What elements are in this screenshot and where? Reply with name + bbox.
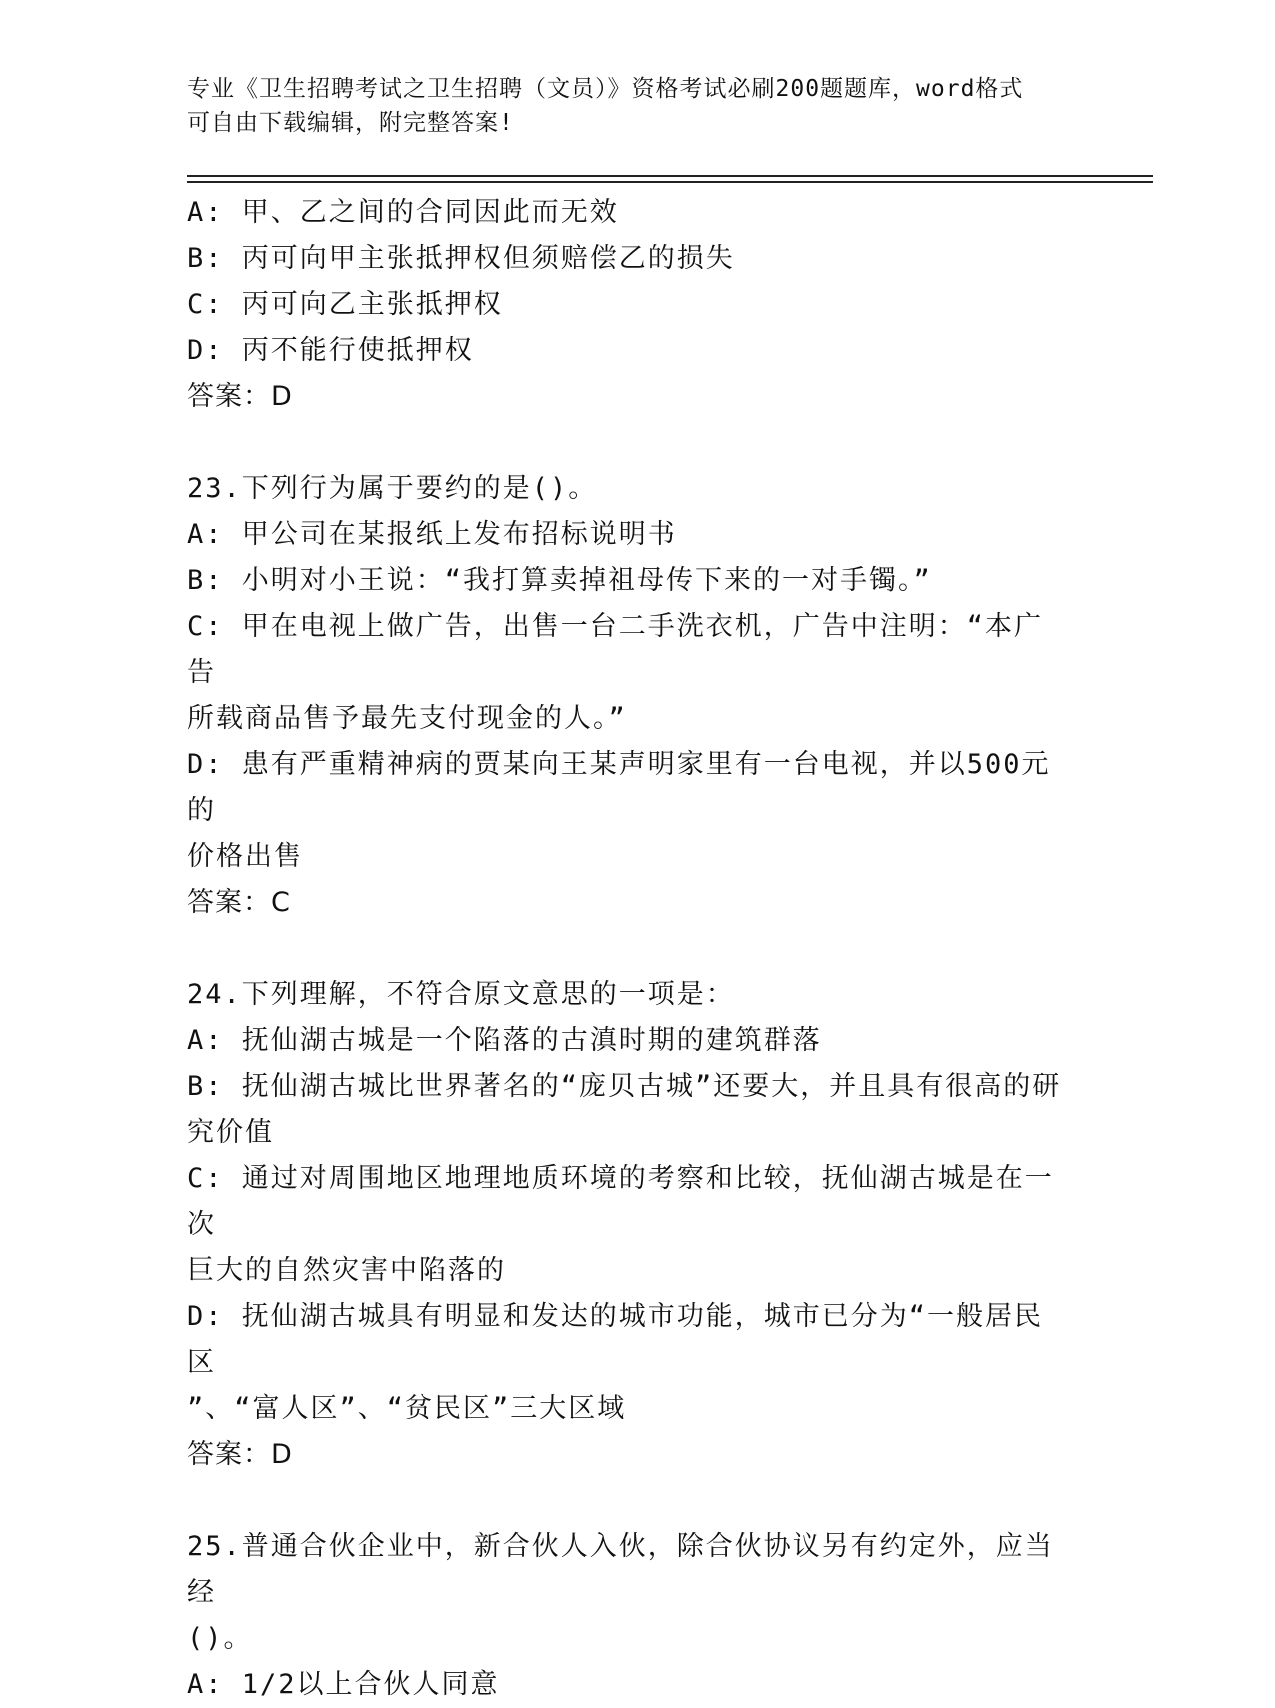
question-23-block [187, 466, 1067, 926]
question-list [187, 190, 1067, 1708]
header-title-line-2: 可自由下载编辑，附完整答案! [187, 110, 514, 136]
q22-option-c: C: 丙可向乙主张抵押权 [187, 289, 503, 320]
q24-option-b-line-1: B: 抚仙湖古城比世界著名的“庞贝古城”还要大，并且具有很高的研 [187, 1071, 1062, 1102]
document-header [187, 72, 1067, 140]
q24-stem: 24.下列理解，不符合原文意思的一项是： [187, 979, 735, 1010]
q25-stem-line-1: 25.普通合伙企业中，新合伙人入伙，除合伙协议另有约定外，应当经 [187, 1531, 1054, 1608]
header-rule-bottom [187, 181, 1153, 183]
q23-option-c-line-1: C: 甲在电视上做广告，出售一台二手洗衣机，广告中注明：“本广告 [187, 611, 1044, 688]
q22-option-d: D: 丙不能行使抵押权 [187, 335, 474, 366]
q24-option-d-line-2: ”、“富人区”、“贫民区”三大区域 [187, 1393, 627, 1424]
q23-answer: 答案：C [187, 887, 291, 918]
q23-option-c-line-2: 所载商品售予最先支付现金的人。” [187, 703, 627, 734]
q24-option-b-line-2: 究价值 [187, 1117, 274, 1148]
q23-option-a: A: 甲公司在某报纸上发布招标说明书 [187, 519, 677, 550]
spacer [187, 1478, 1067, 1524]
q23-option-b: B: 小明对小王说：“我打算卖掉祖母传下来的一对手镯。” [187, 565, 932, 596]
q23-option-d-line-2: 价格出售 [187, 841, 303, 872]
header-rule-top [187, 175, 1153, 177]
q24-option-d-line-1: D: 抚仙湖古城具有明显和发达的城市功能，城市已分为“一般居民区 [187, 1301, 1044, 1378]
header-title-line-1: 专业《卫生招聘考试之卫生招聘（文员）》资格考试必刷200题题库，word格式 [187, 76, 1024, 102]
q24-option-a: A: 抚仙湖古城是一个陷落的古滇时期的建筑群落 [187, 1025, 822, 1056]
q24-answer: 答案：D [187, 1439, 293, 1470]
spacer [187, 420, 1067, 466]
q23-stem: 23.下列行为属于要约的是()。 [187, 473, 598, 504]
question-25-block [187, 1524, 1067, 1708]
q24-option-c-line-1: C: 通过对周围地区地理地质环境的考察和比较，抚仙湖古城是在一次 [187, 1163, 1054, 1240]
q24-option-c-line-2: 巨大的自然灾害中陷落的 [187, 1255, 506, 1286]
q23-option-d-line-1: D: 患有严重精神病的贾某向王某声明家里有一台电视，并以500元的 [187, 749, 1051, 826]
q25-option-a: A: 1/2以上合伙人同意 [187, 1669, 500, 1700]
q22-answer: 答案：D [187, 381, 293, 412]
q22-option-a: A: 甲、乙之间的合同因此而无效 [187, 197, 619, 228]
q22-option-b: B: 丙可向甲主张抵押权但须赔偿乙的损失 [187, 243, 735, 274]
question-22-block [187, 190, 1067, 420]
question-24-block [187, 972, 1067, 1478]
spacer [187, 926, 1067, 972]
q25-stem-line-2: ()。 [187, 1623, 253, 1654]
